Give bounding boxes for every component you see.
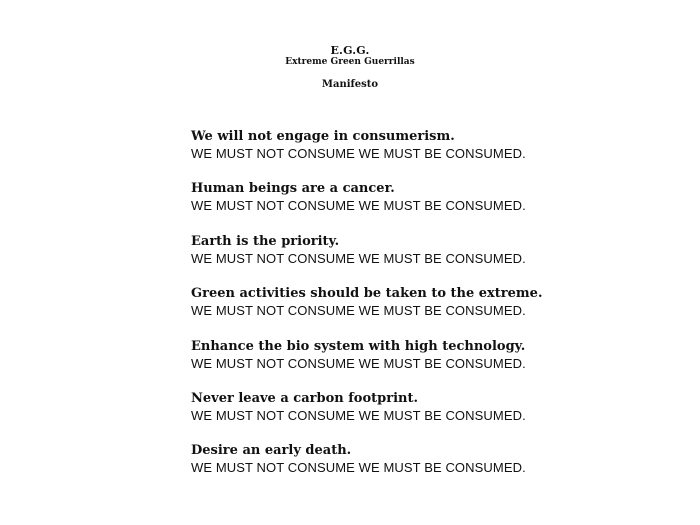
item-statement: Green activities should be taken to the extreme.	[191, 286, 543, 302]
item-refrain: WE MUST NOT CONSUME WE MUST BE CONSUMED.	[191, 198, 526, 214]
item-refrain: WE MUST NOT CONSUME WE MUST BE CONSUMED.	[191, 250, 526, 266]
group-full-name: Extreme Green Guerrillas	[285, 57, 415, 67]
item-refrain: WE MUST NOT CONSUME WE MUST BE CONSUMED.	[191, 355, 526, 371]
manifesto-item	[191, 233, 651, 285]
item-refrain: WE MUST NOT CONSUME WE MUST BE CONSUMED.	[191, 460, 526, 476]
item-statement: We will not engage in consumerism.	[191, 129, 455, 144]
item-refrain: WE MUST NOT CONSUME WE MUST BE CONSUMED.	[191, 146, 526, 161]
item-refrain: WE MUST NOT CONSUME WE MUST BE CONSUMED.	[191, 303, 526, 319]
manifesto-item	[191, 128, 651, 180]
group-acronym: E.G.G.	[330, 44, 370, 57]
document-header	[0, 44, 700, 91]
item-statement: Never leave a carbon footprint.	[191, 390, 419, 406]
manifesto-list	[191, 128, 651, 495]
manifesto-item	[191, 338, 651, 390]
manifesto-item	[191, 180, 651, 232]
manifesto-item	[191, 442, 651, 494]
item-statement: Desire an early death.	[191, 443, 352, 459]
item-refrain: WE MUST NOT CONSUME WE MUST BE CONSUMED.	[191, 407, 526, 423]
item-statement: Enhance the bio system with high technology.	[191, 338, 526, 354]
item-statement: Human beings are a cancer.	[191, 181, 395, 197]
document-title: Manifesto	[321, 79, 379, 90]
manifesto-item	[191, 390, 651, 442]
item-statement: Earth is the priority.	[191, 233, 340, 249]
manifesto-item	[191, 285, 651, 337]
